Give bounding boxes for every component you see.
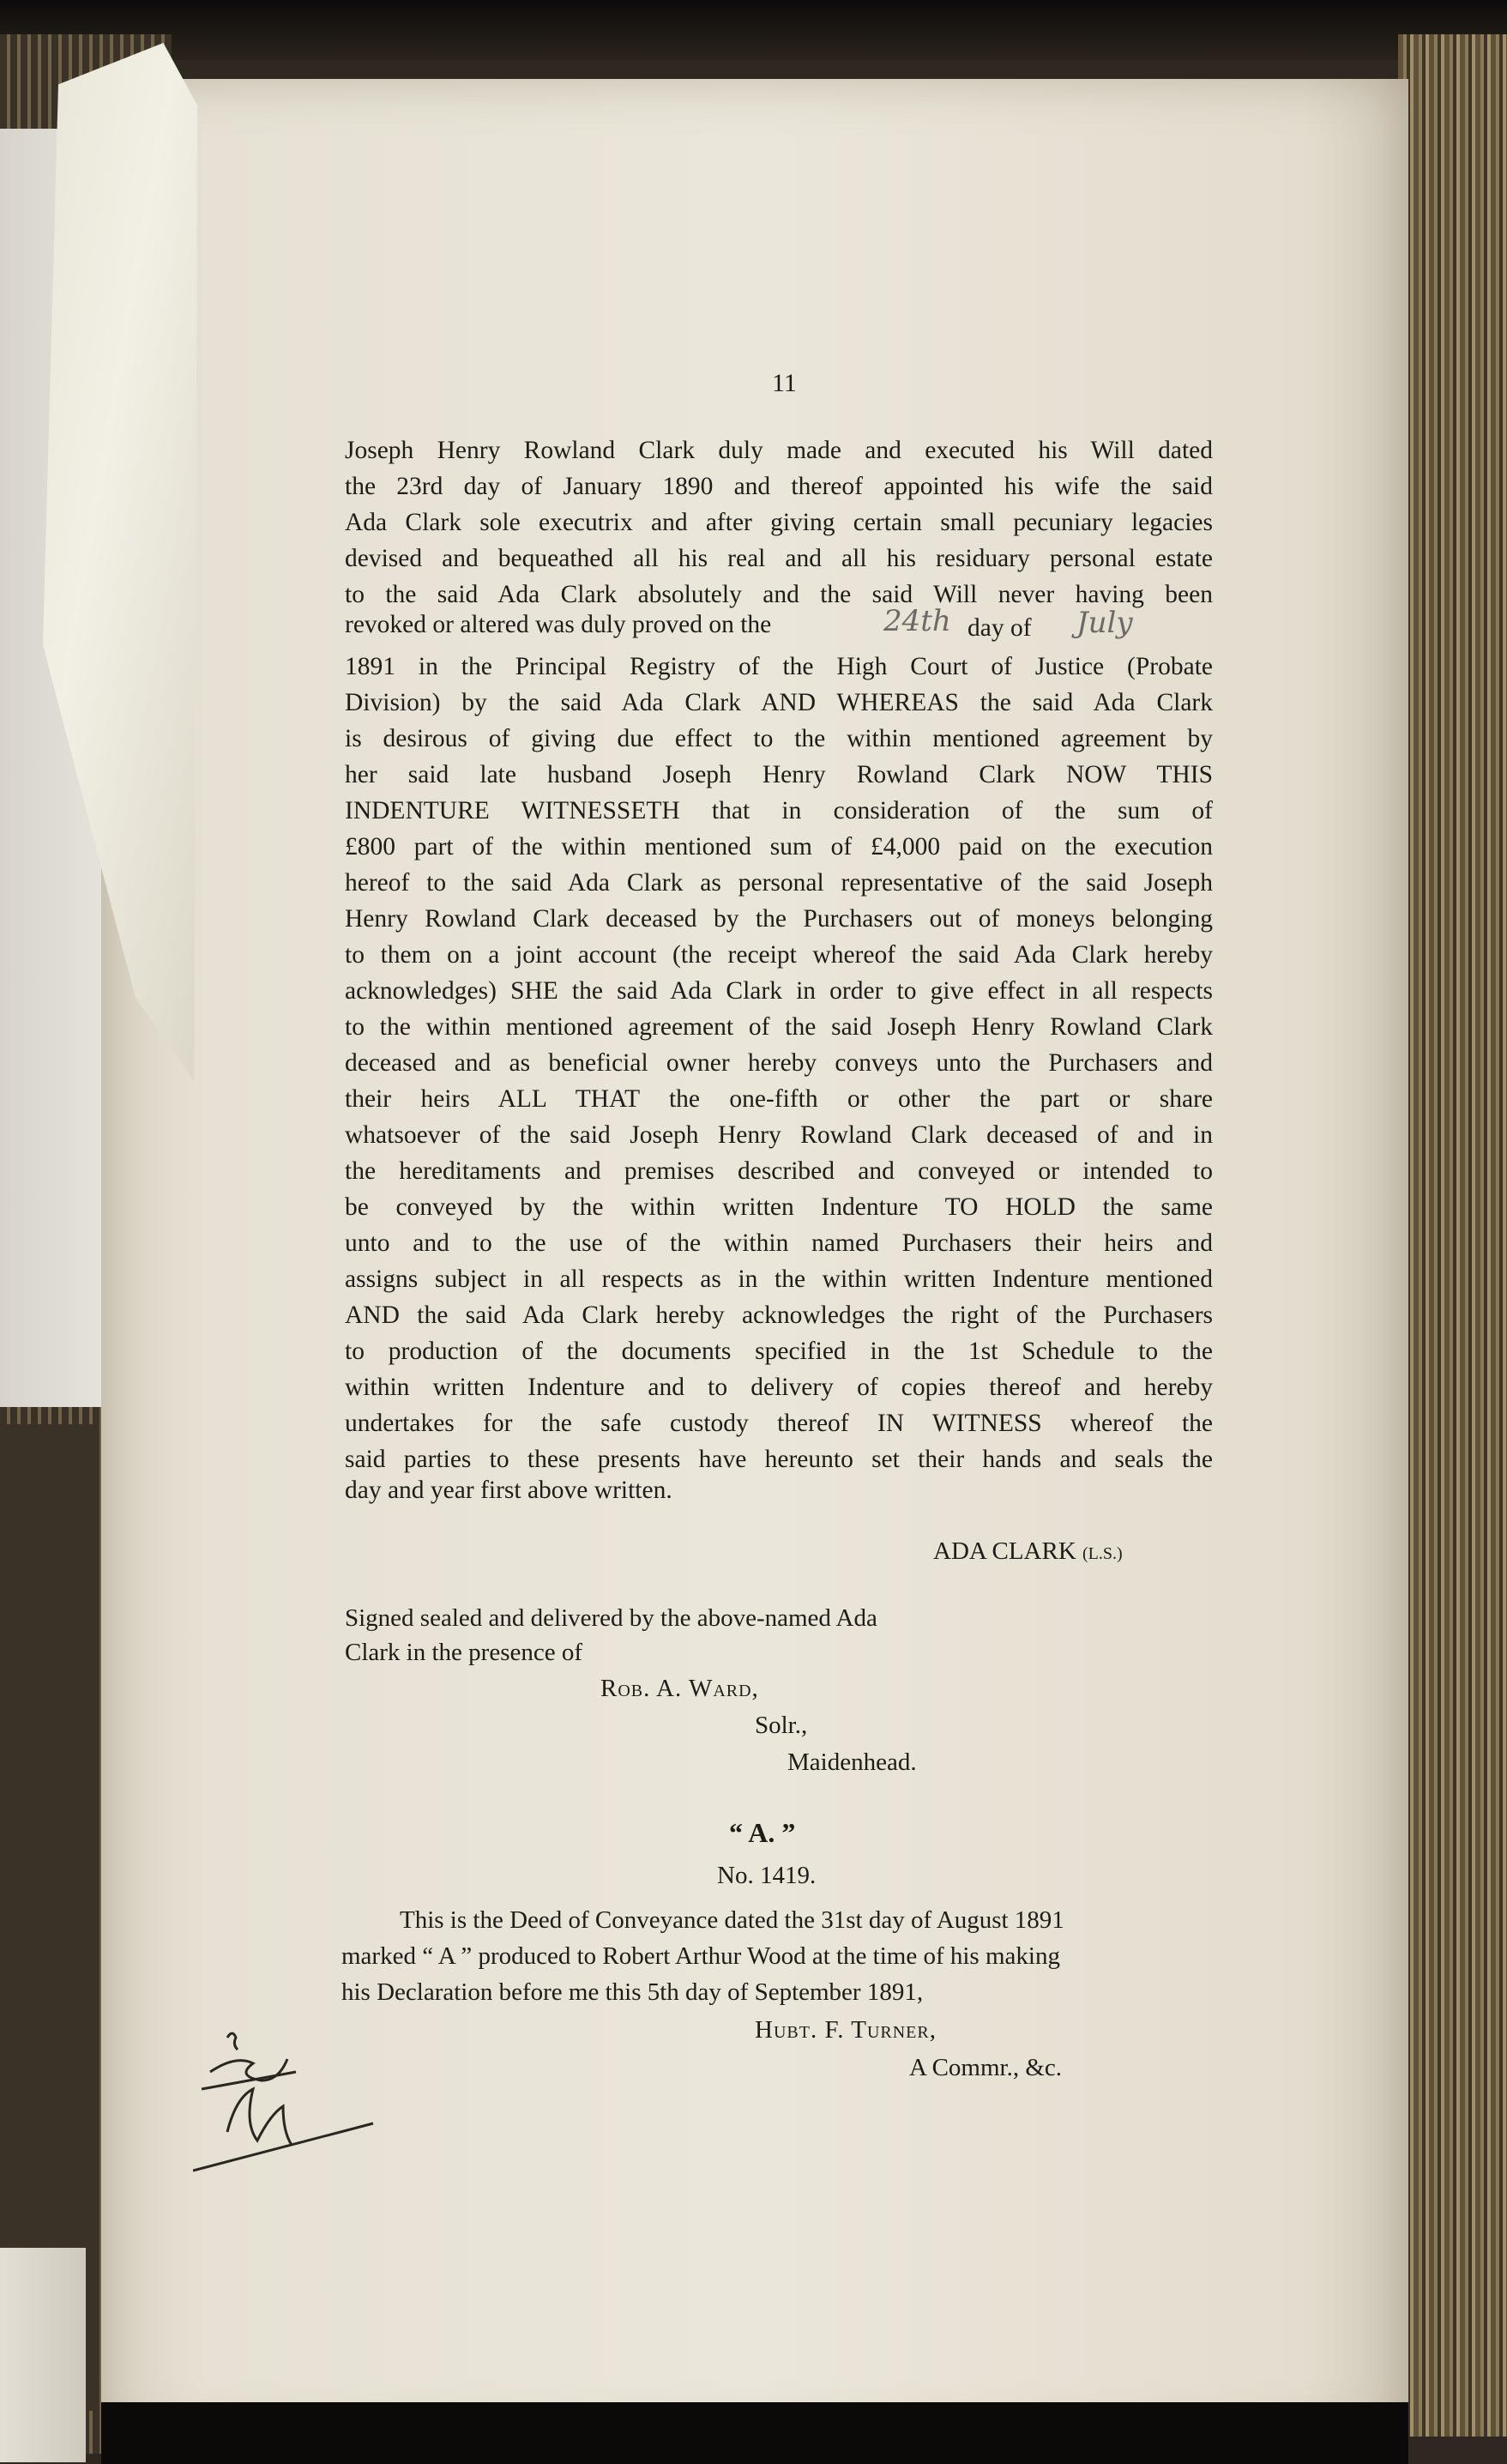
body-line: 1891 in the Principal Registry of the High Court of Justice (Probate	[345, 653, 1213, 680]
body-line: day and year first above written.	[345, 1477, 672, 1504]
body-line: Henry Rowland Clark deceased by the Purchasers out of moneys belonging	[345, 905, 1213, 933]
body-line: to them on a joint account (the receipt whereof the said Ada Clark hereby	[345, 941, 1213, 969]
certificate-line: This is the Deed of Conveyance dated the 31st day of August 1891	[400, 1906, 1064, 1934]
seal-mark: (L.S.)	[1082, 1544, 1123, 1563]
body-line: £800 part of the within mentioned sum of £4,000 paid on the execution	[345, 833, 1213, 861]
page-number: 11	[772, 369, 797, 397]
handwritten-initials-scribble	[193, 2020, 382, 2192]
witness-place: Maidenhead.	[787, 1748, 917, 1776]
body-line: unto and to the use of the within named Purchasers their heirs and	[345, 1229, 1213, 1257]
certificate-line: marked “ A ” produced to Robert Arthur Wood at the time of his making	[341, 1942, 1060, 1970]
exhibit-mark: “ A. ”	[729, 1817, 796, 1848]
attestation-line: Clark in the presence of	[345, 1639, 583, 1666]
body-line: AND the said Ada Clark hereby acknowledges the right of the Purchasers	[345, 1301, 1213, 1329]
body-line: devised and bequeathed all his real and all his residuary personal estate	[345, 545, 1213, 572]
scribble-stroke	[202, 2072, 296, 2089]
right-page-edges	[1398, 34, 1507, 2437]
facing-page-strip	[0, 2248, 86, 2462]
body-line: Division) by the said Ada Clark AND WHEREAS the said Ada Clark	[345, 689, 1213, 716]
body-line-proved: revoked or altered was duly proved on the	[345, 611, 772, 638]
commissioner-title: A Commr., &c.	[909, 2054, 1063, 2081]
body-line: be conveyed by the within written Indenture TO HOLD the same	[345, 1193, 1213, 1221]
body-line: hereof to the said Ada Clark as personal representative of the said Joseph	[345, 869, 1213, 897]
body-line: to production of the documents specified in the 1st Schedule to the	[345, 1338, 1213, 1365]
scribble-stroke	[227, 2089, 292, 2145]
attestation-line: Signed sealed and delivered by the above-named Ada	[345, 1604, 877, 1632]
handwritten-day: 24th	[883, 604, 951, 638]
body-line: is desirous of giving due effect to the within mentioned agreement by	[345, 725, 1213, 752]
handwritten-month: July	[1076, 606, 1133, 640]
signatory-block	[933, 1537, 1123, 1566]
body-line: deceased and as beneficial owner hereby conveys unto the Purchasers and	[345, 1049, 1213, 1077]
scribble-stroke	[210, 2059, 287, 2081]
body-line: within written Indenture and to delivery of copies thereof and hereby	[345, 1374, 1213, 1401]
body-line: INDENTURE WITNESSETH that in consideration of the sum of	[345, 797, 1213, 824]
body-line: acknowledges) SHE the said Ada Clark in order to give effect in all respects	[345, 977, 1213, 1005]
body-line: to the said Ada Clark absolutely and the said Will never having been	[345, 581, 1213, 608]
body-line: the 23rd day of January 1890 and thereof appointed his wife the said	[345, 473, 1213, 500]
certificate-line: his Declaration before me this 5th day of September 1891,	[341, 1978, 924, 2006]
witness-name: Rob. A. Ward,	[600, 1675, 759, 1702]
scribble-stroke	[193, 2123, 373, 2171]
body-line: assigns subject in all respects as in the within written Indenture mentioned	[345, 1265, 1213, 1293]
commissioner-name: Hubt. F. Turner,	[755, 2016, 937, 2044]
body-line: whatsoever of the said Joseph Henry Rowland Clark deceased of and in	[345, 1121, 1213, 1149]
signatory-name: ADA CLARK	[933, 1537, 1076, 1565]
binding-bottom-shadow	[101, 2402, 1408, 2464]
body-line: undertakes for the safe custody thereof IN WITNESS whereof the	[345, 1410, 1213, 1437]
body-line: her said late husband Joseph Henry Rowland Clark NOW THIS	[345, 761, 1213, 788]
body-line: their heirs ALL THAT the one-fifth or other the part or share	[345, 1085, 1213, 1113]
exhibit-number: No. 1419.	[717, 1862, 817, 1889]
scribble-stroke	[227, 2033, 238, 2050]
body-line: to the within mentioned agreement of the said Joseph Henry Rowland Clark	[345, 1013, 1213, 1041]
body-line: Joseph Henry Rowland Clark duly made and executed his Will dated	[345, 437, 1213, 464]
binding-top-shadow	[0, 0, 1507, 60]
body-line: Ada Clark sole executrix and after giving certain small pecuniary legacies	[345, 509, 1213, 536]
witness-title: Solr.,	[755, 1712, 808, 1739]
body-line-day-of: day of	[967, 614, 1032, 642]
body-line: said parties to these presents have hereunto set their hands and seals the	[345, 1446, 1213, 1473]
body-line: the hereditaments and premises described and conveyed or intended to	[345, 1157, 1213, 1185]
